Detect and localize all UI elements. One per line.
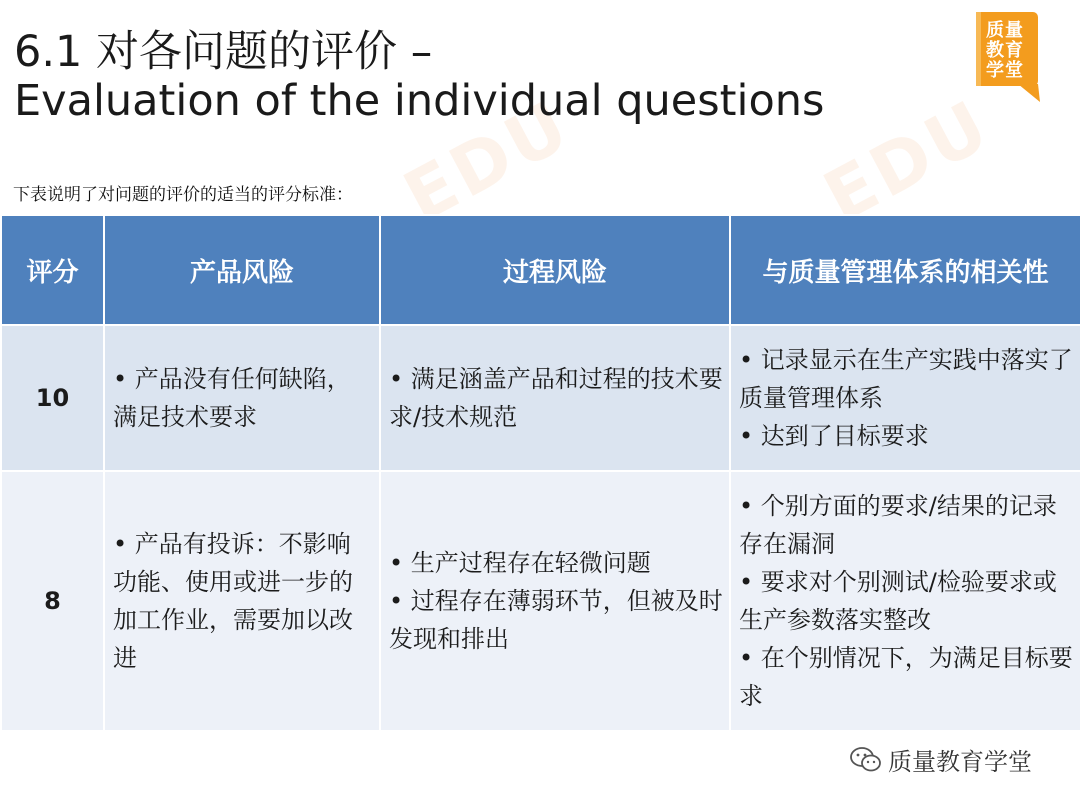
score-cell: 8 <box>1 471 104 731</box>
watermark-left: EDU <box>390 83 584 239</box>
table-row <box>1 471 1080 731</box>
title-line-1: 6.1 对各问题的评价 – <box>14 27 433 77</box>
header-qms-relevance: 与质量管理体系的相关性 <box>730 215 1080 325</box>
product-risk-cell <box>104 325 380 471</box>
bullet-text: • 产品没有任何缺陷，满足技术要求 <box>113 365 351 431</box>
bullet-text: • 产品有投诉：不影响功能、使用或进一步的加工作业，需要加以改进 <box>113 530 353 672</box>
header-score: 评分 <box>1 215 104 325</box>
table-row <box>1 325 1080 471</box>
footer-account <box>850 742 1032 777</box>
evaluation-table <box>0 214 1080 732</box>
logo-text <box>974 21 1036 81</box>
title-line-2: Evaluation of the individual questions <box>14 76 825 126</box>
brand-logo <box>974 10 1044 102</box>
qms-relevance-cell <box>730 325 1080 471</box>
logo-text-line: 质量 <box>986 20 1024 41</box>
process-risk-cell <box>380 325 730 471</box>
watermark-right: EDU <box>810 83 1004 239</box>
bullet-text: • 满足涵盖产品和过程的技术要求/技术规范 <box>389 365 723 431</box>
logo-text-line: 教育 <box>986 40 1024 61</box>
bullet-text: • 要求对个别测试/检验要求或生产参数落实整改 <box>739 568 1057 634</box>
bullet-text: • 个别方面的要求/结果的记录存在漏洞 <box>739 492 1057 558</box>
page-title <box>14 28 824 126</box>
table-header-row <box>1 215 1080 325</box>
bullet-text: • 在个别情况下，为满足目标要求 <box>739 644 1073 710</box>
table-description: 下表说明了对问题的评价的适当的评分标准： <box>13 185 353 205</box>
header-process-risk: 过程风险 <box>380 215 730 325</box>
score-cell: 10 <box>1 325 104 471</box>
qms-relevance-cell <box>730 471 1080 731</box>
bullet-text: • 生产过程存在轻微问题 <box>389 549 651 577</box>
footer-text: 质量教育学堂 <box>888 748 1032 776</box>
bullet-text: • 达到了目标要求 <box>739 422 929 450</box>
header-product-risk: 产品风险 <box>104 215 380 325</box>
logo-text-line: 学堂 <box>986 60 1024 81</box>
process-risk-cell <box>380 471 730 731</box>
product-risk-cell <box>104 471 380 731</box>
bullet-text: • 过程存在薄弱环节，但被及时发现和排出 <box>389 587 723 653</box>
wechat-icon <box>850 746 882 774</box>
bullet-text: • 记录显示在生产实践中落实了质量管理体系 <box>739 346 1073 412</box>
